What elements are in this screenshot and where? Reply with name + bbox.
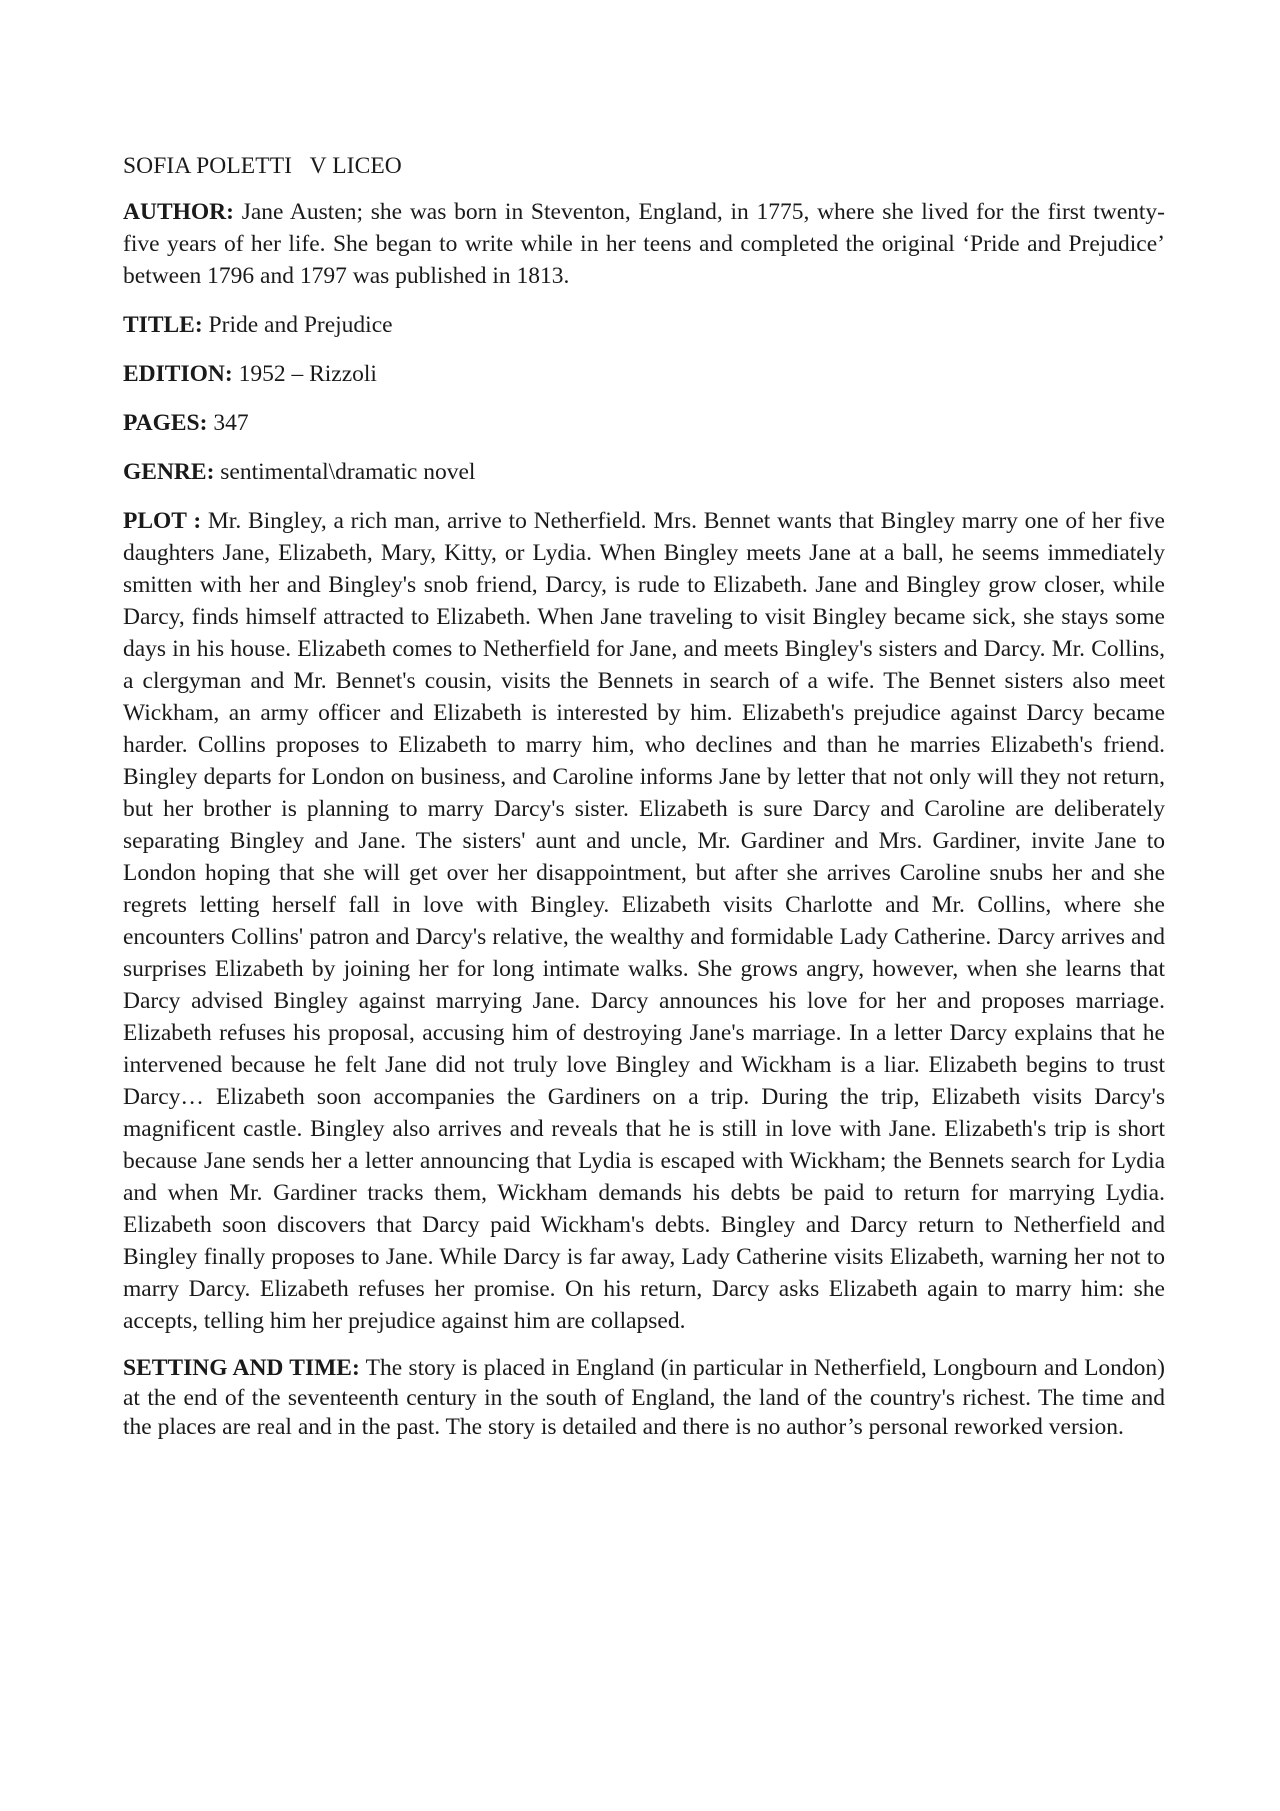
pages-text: 347 xyxy=(207,410,249,436)
plot-text: Mr. Bingley, a rich man, arrive to Netherfield. Mrs. Bennet wants that Bingley marry one of her five daughters Jane, Elizabeth, Mary, Kitty, or Lydia. When Bingley meets Jane at a ball, he seems immediately smitten with her and Bingley's snob friend, Darcy, is rude to Elizabeth. Jane and Bingley grow closer, while Darcy, finds himself attracted to Elizabeth. When Jane traveling to visit Bingley became sick, she stays some days in his house. Elizabeth comes to Netherfield for Jane, and meets Bingley's sisters and Darcy. Mr. Collins, a clergyman and Mr. Bennet's cousin, visits the Bennets in search of a wife. The Bennet sisters also meet Wickham, an army officer and Elizabeth is interested by him. Elizabeth's prejudice against Darcy became harder. Collins proposes to Elizabeth to marry him, who declines and than he marries Elizabeth's friend. Bingley departs for London on business, and Caroline informs Jane by letter that not only will they not return, but her brother is planning to marry Darcy's sister. Elizabeth is sure Darcy and Caroline are deliberately separating Bingley and Jane. The sisters' aunt and uncle, Mr. Gardiner and Mrs. Gardiner, invite Jane to London hoping that she will get over her disappointment, but after she arrives Caroline snubs her and she regrets letting herself fall in love with Bingley. Elizabeth visits Charlotte and Mr. Collins, where she encounters Collins' patron and Darcy's relative, the wealthy and formidable Lady Catherine. Darcy arrives and surprises Elizabeth by joining her for long intimate walks. She grows angry, however, when she learns that Darcy advised Bingley against marrying Jane. Darcy announces his love for her and proposes marriage. Elizabeth refuses his proposal, accusing him of destroying Jane's marriage. In a letter Darcy explains that he intervened because he felt Jane did not truly love Bingley and Wickham is a liar. Elizabeth begins to trust Darcy… Elizabeth soon accompanies the Gardiners on a trip. During the trip, Elizabeth visits Darcy's magnificent castle. Bingley also arrives and reveals that he is still in love with Jane. Elizabeth's trip is short because Jane sends her a letter announcing that Lydia is escaped with Wickham; the Bennets search for Lydia and when Mr. Gardiner tracks them, Wickham demands his debts be paid to return for marrying Lydia. Elizabeth soon discovers that Darcy paid Wickham's debts. Bingley and Darcy return to Netherfield and Bingley finally proposes to Jane. While Darcy is far away, Lady Catherine visits Elizabeth, warning her not to marry Darcy. Elizabeth refuses her promise. On his return, Darcy asks Elizabeth again to marry him: she accepts, telling him her prejudice against him are collapsed. xyxy=(123,508,1165,1334)
plot-section xyxy=(123,505,1165,1337)
genre-label: GENRE: xyxy=(123,459,215,485)
pages-section xyxy=(123,407,1165,439)
title-text: Pride and Prejudice xyxy=(202,312,393,338)
edition-text: 1952 – Rizzoli xyxy=(232,361,377,387)
genre-section xyxy=(123,456,1165,488)
author-text: Jane Austen; she was born in Steventon, England, in 1775, where she lived for the first twenty-five years of her life. She began to write while in her teens and completed the original ‘Pride and Prejudice’ between 1796 and 1797 was published in 1813. xyxy=(123,199,1165,289)
setting-section xyxy=(123,1354,1165,1443)
student-header xyxy=(123,150,1165,182)
edition-label: EDITION: xyxy=(123,361,233,387)
student-name-class: SOFIA POLETTI V LICEO xyxy=(123,153,402,179)
genre-text: sentimental\dramatic novel xyxy=(214,459,476,485)
setting-text: The story is placed in England (in particular in Netherfield, Longbourn and London) at the end of the seventeenth century in the south of England, the land of the country's richest. The time and the places are real and in the past. The story is detailed and there is no author’s personal reworked version. xyxy=(123,1355,1166,1440)
plot-label: PLOT : xyxy=(123,508,202,534)
author-label: AUTHOR: xyxy=(123,199,234,225)
title-section xyxy=(123,309,1165,341)
setting-label: SETTING AND TIME: xyxy=(123,1355,360,1381)
title-label: TITLE: xyxy=(123,312,203,338)
edition-section xyxy=(123,358,1165,390)
document-page xyxy=(123,150,1165,1460)
author-section xyxy=(123,196,1165,292)
pages-label: PAGES: xyxy=(123,410,208,436)
